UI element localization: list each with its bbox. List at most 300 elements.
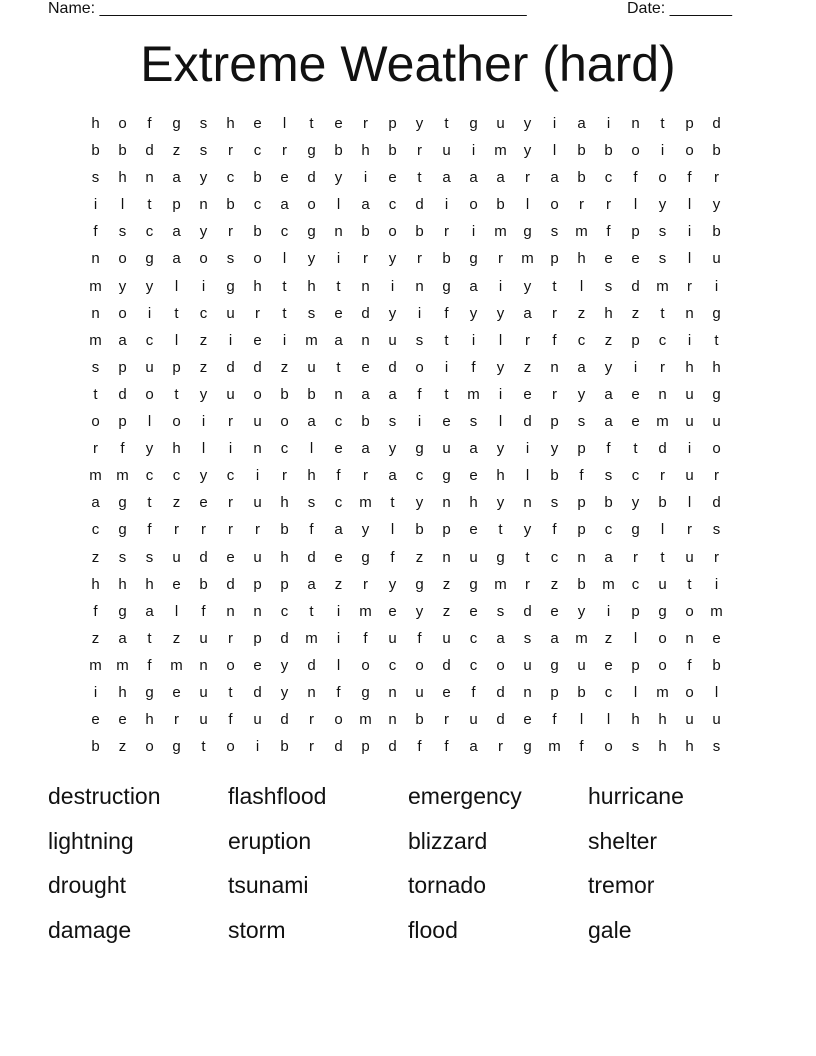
grid-letter: o [712,440,721,458]
grid-letter: h [307,467,316,485]
grid-letter: c [415,467,424,485]
grid-letter: p [172,358,181,376]
grid-letter: m [656,413,669,431]
grid-letter: n [334,223,343,241]
grid-letter: u [685,385,694,403]
grid-letter: t [660,548,665,566]
grid-letter: z [91,548,100,566]
grid-letter: e [604,250,613,268]
grid-letter: g [469,115,478,132]
grid-letter: z [604,629,613,647]
grid-letter: h [604,304,613,322]
grid-letter: a [280,196,289,214]
grid-letter: g [415,440,424,458]
grid-letter: m [359,602,372,620]
grid-letter: t [336,358,341,376]
grid-letter: t [444,331,449,349]
grid-letter: o [658,629,667,647]
grid-letter: a [469,277,478,295]
grid-letter: m [116,656,129,674]
grid-letter: n [91,304,100,322]
grid-letter: p [118,358,127,376]
grid-letter: t [660,304,665,322]
grid-letter: y [415,494,424,512]
grid-letter: a [523,304,532,322]
grid-letter: c [280,440,289,458]
grid-letter: z [415,548,424,566]
grid-letter: g [145,250,154,268]
grid-letter: i [552,115,557,132]
grid-letter: h [469,494,478,512]
grid-letter: y [118,277,127,295]
grid-letter: s [388,413,397,431]
grid-letter: o [118,304,127,322]
grid-letter: i [687,440,692,458]
grid-letter: e [334,440,343,458]
word-bank-item: hurricane [588,783,684,809]
grid-letter: d [388,738,397,756]
grid-letter: i [147,304,152,322]
grid-letter: b [550,467,559,485]
grid-letter: l [498,413,503,431]
grid-letter: n [442,548,451,566]
grid-letter: c [280,223,289,241]
grid-letter: z [91,629,100,647]
grid-letter: f [552,331,557,349]
grid-letter: t [309,115,314,132]
grid-letter: e [469,467,478,485]
grid-letter: o [280,413,289,431]
grid-letter: a [91,494,100,512]
grid-letter: g [658,602,667,620]
grid-letter: i [471,142,476,160]
grid-letter: f [93,223,98,241]
grid-letter: b [577,169,586,187]
grid-letter: d [496,683,505,701]
grid-letter: e [469,602,478,620]
grid-letter: n [631,115,640,132]
grid-letter: e [253,115,262,132]
grid-letter: u [199,711,208,729]
grid-letter: o [307,196,316,214]
grid-letter: g [307,142,316,160]
grid-letter: e [172,575,181,593]
grid-letter: p [577,494,586,512]
word-bank-item: lightning [48,827,134,854]
grid-letter: u [712,413,721,431]
grid-letter: h [145,711,154,729]
grid-letter: h [712,358,721,376]
word-bank-item: storm [228,916,286,943]
grid-letter: y [307,250,316,268]
word-bank-item: drought [48,872,127,898]
grid-letter: l [336,196,341,214]
grid-letter: a [307,413,316,431]
grid-letter: t [552,277,557,295]
grid-letter: c [388,656,397,674]
grid-letter: d [334,738,343,756]
grid-letter: b [415,223,424,241]
grid-letter: a [577,358,586,376]
grid-letter: g [361,548,370,566]
grid-letter: y [523,277,532,295]
grid-letter: h [118,575,127,593]
grid-letter: r [417,142,422,160]
grid-letter: f [417,629,422,647]
grid-letter: o [631,142,640,160]
grid-letter: r [525,575,530,593]
grid-letter: b [388,142,397,160]
grid-letter: u [469,711,478,729]
grid-letter: i [417,413,422,431]
grid-letter: h [631,711,640,729]
word-bank-item: shelter [588,827,658,854]
grid-letter: f [606,440,611,458]
grid-letter: n [91,250,100,268]
grid-letter: e [334,115,343,132]
grid-letter: c [253,196,262,214]
grid-letter: l [120,196,125,214]
grid-letter: z [550,575,559,593]
grid-letter: e [442,413,451,431]
grid-letter: b [442,250,451,268]
grid-letter: e [280,169,289,187]
grid-letter: f [579,738,584,756]
grid-letter: a [361,440,370,458]
grid-letter: u [685,711,694,729]
word-bank-item: tremor [588,872,655,898]
grid-letter: n [361,331,370,349]
grid-letter: m [170,656,183,674]
grid-letter: n [523,683,532,701]
grid-letter: b [496,196,505,214]
grid-letter: u [172,548,181,566]
grid-letter: s [118,548,127,566]
grid-letter: o [118,250,127,268]
grid-letter: f [336,467,341,485]
grid-letter: i [444,196,449,214]
grid-letter: f [147,521,152,539]
grid-letter: c [388,196,397,214]
grid-letter: e [253,656,262,674]
grid-letter: l [633,629,638,647]
grid-letter: r [552,304,557,322]
grid-letter: t [147,629,152,647]
grid-letter: s [118,223,127,241]
grid-letter: t [498,521,503,539]
grid-letter: l [282,115,287,132]
grid-letter: b [577,575,586,593]
grid-letter: s [91,169,100,187]
grid-letter: t [282,277,287,295]
grid-letter: i [525,440,530,458]
grid-letter: f [228,711,233,729]
grid-letter: t [687,575,692,593]
grid-letter: c [469,656,478,674]
grid-letter: l [174,277,179,295]
grid-letter: i [471,223,476,241]
grid-letter: s [91,358,100,376]
name-label: Name: [48,0,96,17]
grid-letter: z [334,575,343,593]
grid-letter: y [550,440,559,458]
grid-letter: i [201,277,206,295]
grid-letter: g [496,548,505,566]
grid-letter: s [604,467,613,485]
grid-letter: l [309,440,314,458]
grid-letter: t [525,548,530,566]
grid-letter: y [199,385,208,403]
grid-letter: n [577,548,586,566]
grid-letter: f [417,738,422,756]
grid-letter: d [712,494,721,512]
grid-letter: d [631,277,640,295]
grid-letter: h [145,575,154,593]
grid-letter: i [444,358,449,376]
grid-letter: b [226,196,235,214]
grid-letter: d [199,548,208,566]
grid-letter: f [606,223,611,241]
grid-letter: n [226,602,235,620]
grid-letter: i [336,602,341,620]
grid-letter: p [118,413,127,431]
grid-letter: d [253,358,262,376]
grid-letter: b [280,738,289,756]
grid-letter: l [498,331,503,349]
grid-letter: i [336,629,341,647]
grid-letter: d [253,683,262,701]
grid-letter: u [496,115,505,132]
grid-letter: y [496,304,505,322]
grid-letter: h [91,575,100,593]
grid-letter: o [145,385,154,403]
grid-letter: g [118,602,127,620]
grid-letter: l [174,602,179,620]
grid-letter: r [228,521,233,539]
grid-letter: e [631,385,640,403]
word-bank-item: tornado [408,872,487,898]
grid-letter: f [120,440,125,458]
grid-letter: c [172,467,181,485]
grid-letter: e [388,169,397,187]
grid-letter: u [442,629,451,647]
grid-letter: i [282,331,287,349]
grid-letter: z [172,142,181,160]
grid-letter: g [712,385,721,403]
grid-letter: f [147,656,152,674]
grid-letter: o [388,223,397,241]
grid-letter: d [226,575,235,593]
grid-letter: b [253,169,262,187]
grid-letter: m [521,250,534,268]
grid-letter: c [631,575,640,593]
grid-letter: p [442,521,451,539]
grid-letter: r [633,548,638,566]
grid-letter: e [631,413,640,431]
grid-letter: h [226,115,235,132]
grid-letter: n [685,304,694,322]
grid-letter: o [685,142,694,160]
grid-letter: d [712,115,721,132]
grid-letter: r [309,738,314,756]
grid-letter: e [226,548,235,566]
grid-letter: z [604,331,613,349]
grid-letter: b [118,142,127,160]
grid-letter: m [575,223,588,241]
grid-letter: f [390,548,395,566]
grid-letter: i [687,331,692,349]
grid-letter: p [550,413,559,431]
grid-letter: r [579,196,584,214]
grid-letter: i [498,385,503,403]
grid-letter: t [147,196,152,214]
grid-letter: m [548,738,561,756]
grid-letter: u [685,467,694,485]
grid-letter: u [253,711,262,729]
grid-letter: g [523,738,532,756]
grid-letter: h [658,711,667,729]
grid-letter: h [280,494,289,512]
grid-letter: f [687,169,692,187]
grid-letter: u [199,629,208,647]
grid-letter: l [579,711,584,729]
grid-letter: l [714,683,719,701]
grid-letter: f [552,521,557,539]
grid-letter: c [280,602,289,620]
grid-letter: o [361,656,370,674]
word-bank-item: destruction [48,783,161,809]
grid-letter: y [388,575,397,593]
grid-letter: r [228,494,233,512]
date-label: Date: [627,0,666,17]
grid-letter: y [199,169,208,187]
grid-letter: g [145,683,154,701]
grid-letter: t [93,385,98,403]
grid-letter: g [442,277,451,295]
grid-letter: r [228,223,233,241]
grid-letter: h [172,440,181,458]
grid-letter: y [496,440,505,458]
grid-letter: y [496,494,505,512]
grid-letter: z [442,575,451,593]
grid-letter: r [606,196,611,214]
grid-letter: z [199,331,208,349]
grid-letter: a [145,602,154,620]
grid-letter: g [307,223,316,241]
grid-letter: r [417,250,422,268]
grid-letter: u [685,413,694,431]
grid-letter: a [496,169,505,187]
grid-letter: s [631,738,640,756]
grid-letter: z [118,738,127,756]
grid-letter: o [469,196,478,214]
grid-letter: l [552,142,557,160]
grid-letter: r [444,223,449,241]
grid-letter: y [658,196,667,214]
grid-letter: p [631,602,640,620]
grid-letter: p [631,656,640,674]
grid-letter: l [687,494,692,512]
grid-letter: f [201,602,206,620]
grid-letter: s [658,250,667,268]
grid-letter: i [498,277,503,295]
grid-letter: i [687,223,692,241]
grid-letter: t [444,115,449,132]
grid-letter: o [334,711,343,729]
grid-letter: r [660,467,665,485]
grid-letter: t [174,304,179,322]
grid-letter: y [523,115,532,132]
grid-letter: b [415,521,424,539]
grid-letter: e [334,304,343,322]
grid-letter: a [496,629,505,647]
grid-letter: s [712,521,721,539]
grid-letter: c [334,413,343,431]
grid-letter: b [280,521,289,539]
grid-letter: f [417,385,422,403]
grid-letter: e [199,494,208,512]
grid-letter: u [685,548,694,566]
grid-letter: b [658,494,667,512]
grid-letter: t [633,440,638,458]
grid-letter: d [442,656,451,674]
grid-letter: d [388,358,397,376]
grid-letter: e [631,250,640,268]
grid-letter: a [469,738,478,756]
grid-letter: c [469,629,478,647]
grid-letter: t [147,494,152,512]
grid-letter: e [523,385,532,403]
grid-letter: a [334,521,343,539]
grid-letter: c [631,467,640,485]
grid-letter: t [444,385,449,403]
grid-letter: m [494,142,507,160]
grid-letter: h [496,467,505,485]
grid-letter: d [226,358,235,376]
grid-letter: l [390,521,395,539]
grid-letter: b [712,223,721,241]
grid-letter: l [147,413,152,431]
grid-letter: p [172,196,181,214]
grid-letter: s [712,738,721,756]
grid-letter: m [116,467,129,485]
grid-letter: m [89,656,102,674]
grid-letter: m [89,277,102,295]
grid-letter: c [145,467,154,485]
grid-letter: r [525,169,530,187]
grid-letter: e [361,358,370,376]
grid-letter: f [444,304,449,322]
grid-letter: f [93,602,98,620]
grid-letter: i [336,250,341,268]
grid-letter: g [415,575,424,593]
grid-letter: r [309,711,314,729]
grid-letter: b [604,142,613,160]
grid-letter: a [388,385,397,403]
grid-letter: i [606,602,611,620]
grid-letter: i [714,575,719,593]
grid-letter: r [714,169,719,187]
grid-letter: e [172,683,181,701]
grid-letter: y [523,521,532,539]
grid-letter: y [604,358,613,376]
grid-letter: i [255,467,260,485]
grid-letter: r [552,385,557,403]
word-bank-item: tsunami [228,872,309,898]
grid-letter: r [498,250,503,268]
grid-letter: s [307,494,316,512]
grid-letter: f [633,169,638,187]
